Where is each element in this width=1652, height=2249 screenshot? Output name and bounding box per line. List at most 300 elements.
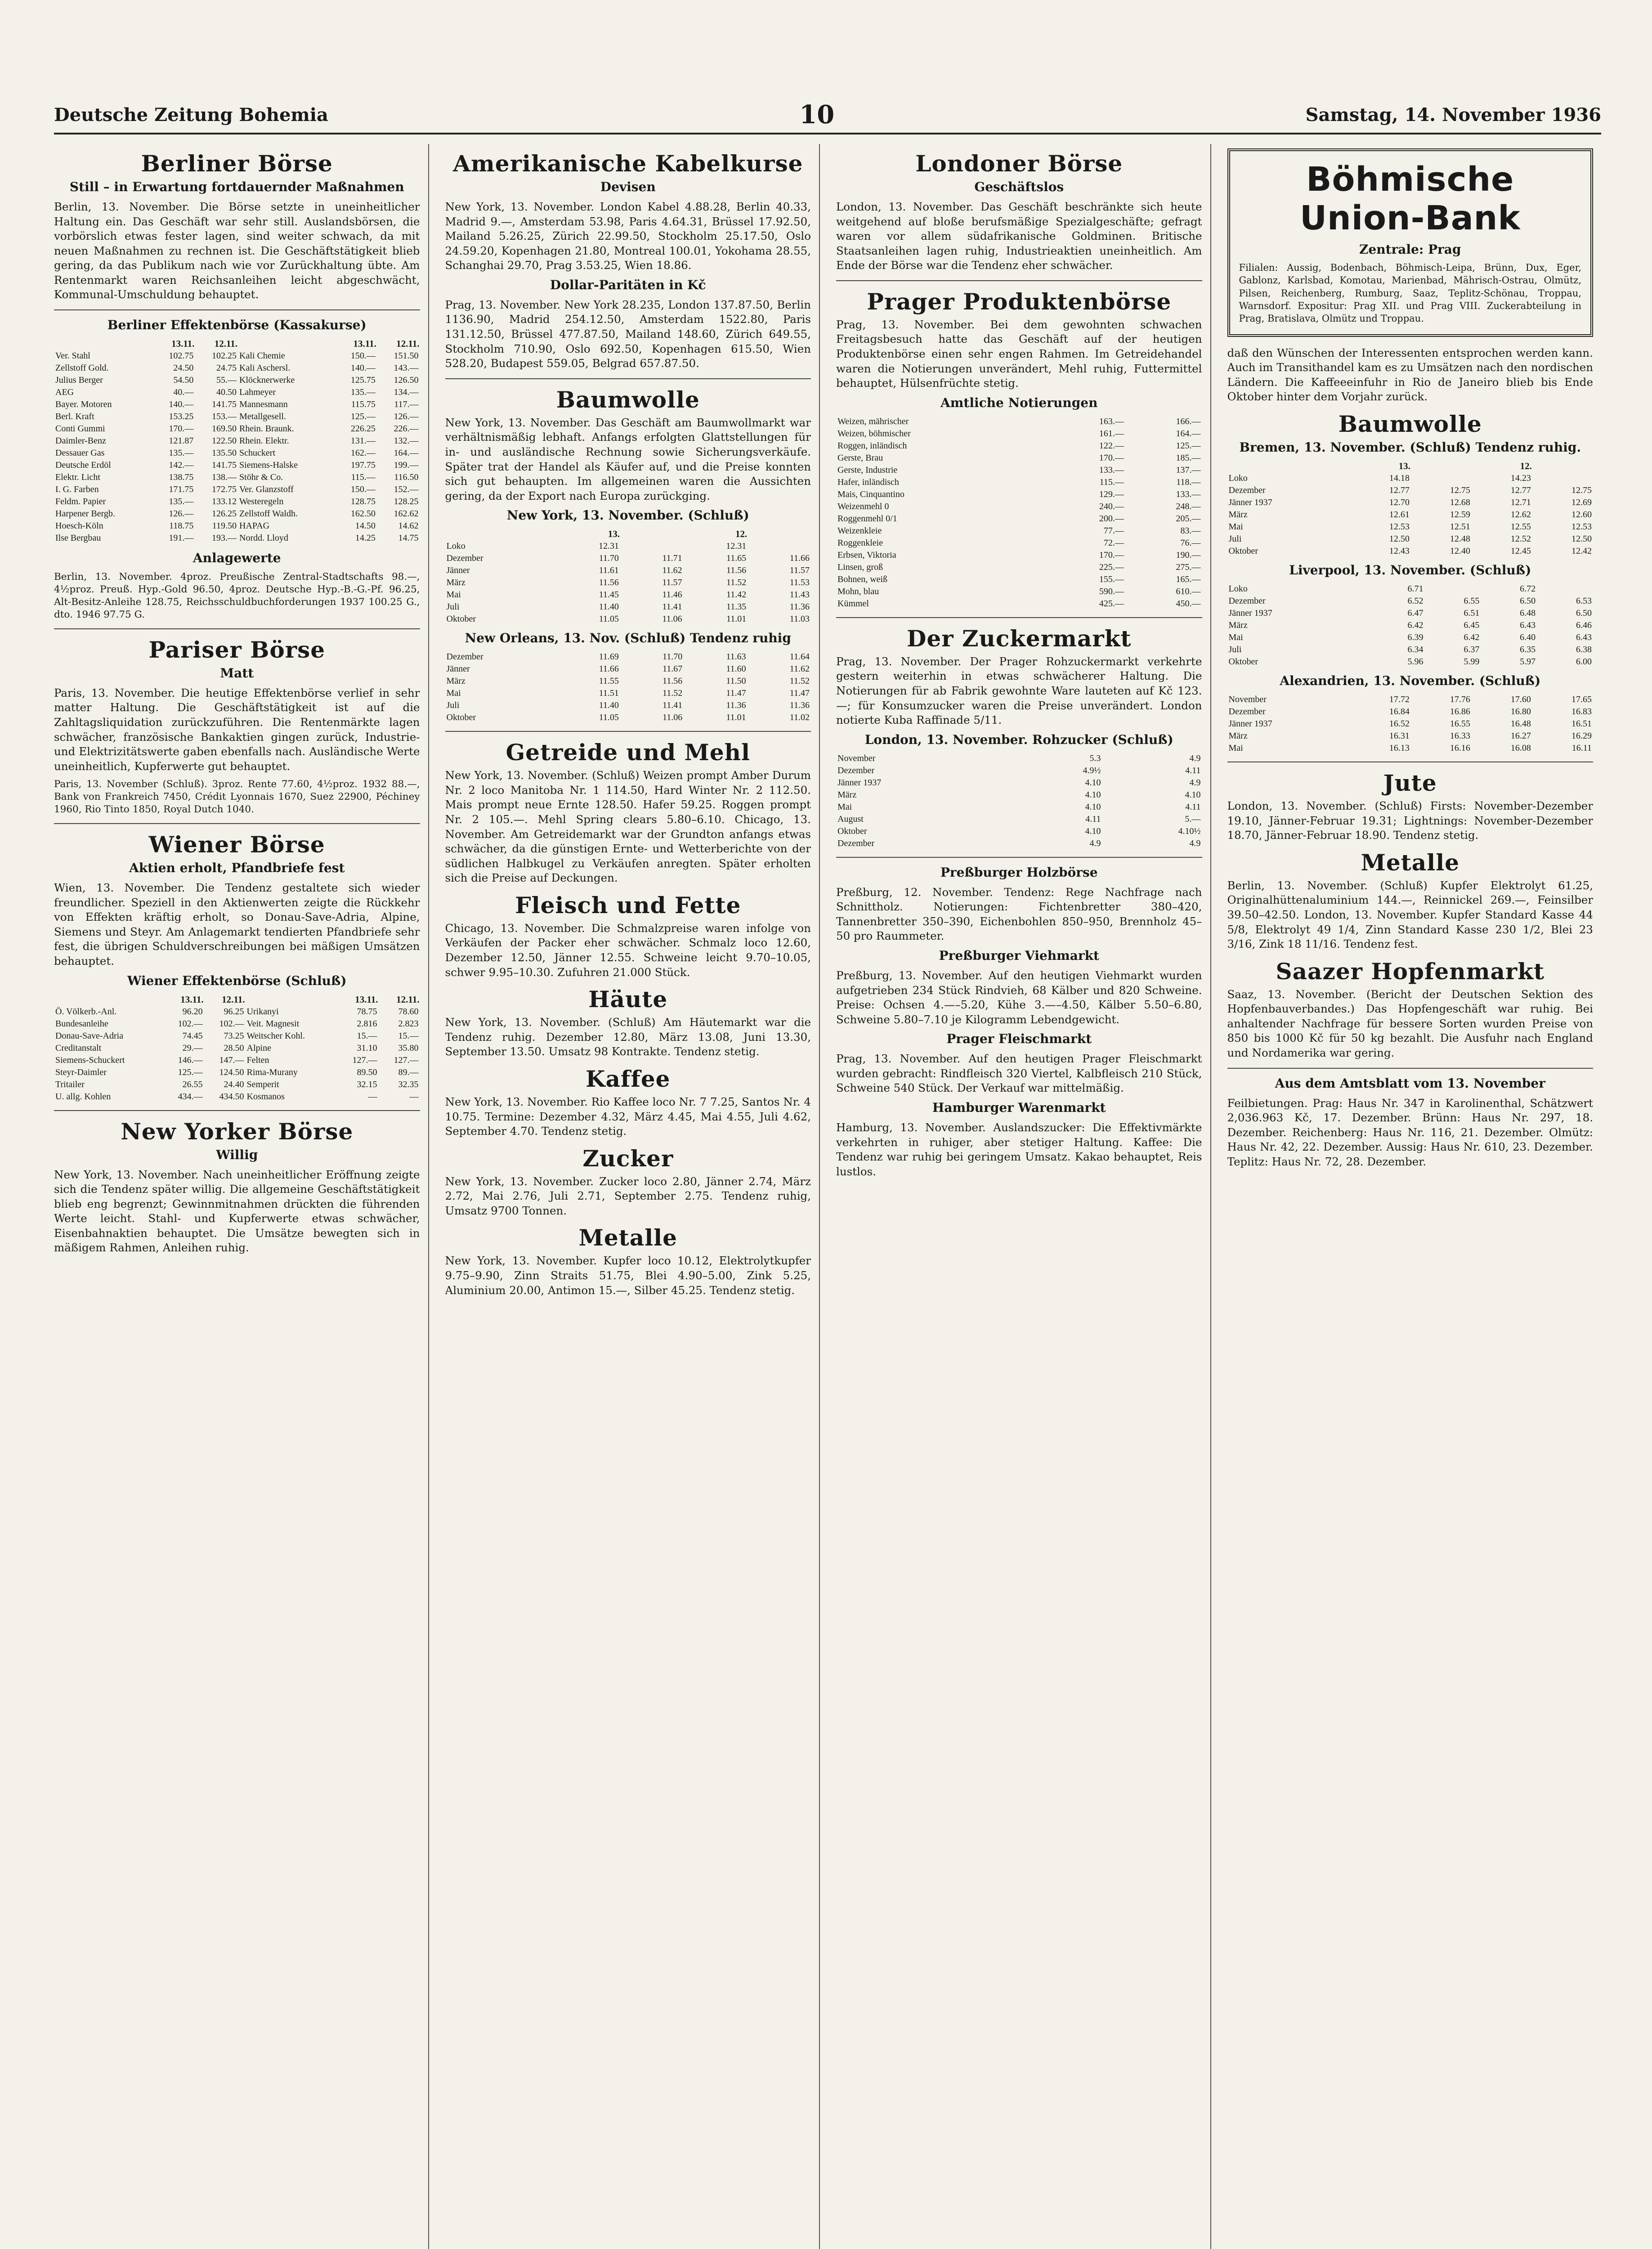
table-row <box>836 488 1202 501</box>
table-cell: Mai <box>446 590 461 600</box>
table-cell: 11.62 <box>789 664 810 674</box>
table-cell: 122.— <box>1099 440 1124 451</box>
table-cell: Semperit <box>246 1079 279 1089</box>
table-cell: Feldm. Papier <box>55 497 106 507</box>
table-cell: 162.62 <box>394 509 419 519</box>
table-row <box>54 1006 420 1018</box>
table-cell: Creditanstalt <box>55 1043 102 1053</box>
table-cell: 72.— <box>1103 538 1124 548</box>
table-cell: Dessauer Gas <box>55 448 105 458</box>
table-cell: 150.— <box>350 351 376 361</box>
table-cell: 11.61 <box>599 565 619 576</box>
table-cell: 16.33 <box>1450 731 1470 741</box>
london-subtitle: Geschäftslos <box>974 179 1064 194</box>
table-cell: 226.— <box>394 424 419 434</box>
table-row <box>54 496 420 508</box>
table-cell: 11.02 <box>789 712 810 723</box>
table-cell: 6.52 <box>1407 596 1424 606</box>
table-cell: 6.50 <box>1520 596 1536 606</box>
table-cell: 26.55 <box>182 1079 203 1089</box>
ny-text: New York, 13. November. Nach uneinheitlicher Eröffnung zeigte sich die Tendenz später willig. Die allgemeine Geschäftstätigkeit blieb eng begrenzt; Gewinnmitnahmen drückten die führenden Werte leicht. Stahl- und Kupferwerte etwas schwächer, Eisenbahnaktien behauptet. Die Umsätze bewegten sich in mäßigem Rahmen, Anleihen ruhig. <box>54 1168 420 1254</box>
masthead <box>54 97 1601 134</box>
table-cell: 185.— <box>1176 452 1201 463</box>
divider <box>54 309 420 310</box>
table-cell: Zellstoff Waldh. <box>239 509 298 519</box>
table-cell: 17.76 <box>1450 694 1470 705</box>
table-cell: 12.59 <box>1450 510 1470 520</box>
table-cell: 5.97 <box>1520 657 1536 667</box>
divider <box>54 1110 420 1111</box>
column-header: 12.11. <box>214 338 238 349</box>
table-cell: 16.08 <box>1510 743 1531 753</box>
table-cell: 118.75 <box>169 521 194 531</box>
table-cell: 119.50 <box>212 521 237 531</box>
table-cell: 11.53 <box>789 578 810 588</box>
table-cell: 11.01 <box>726 614 747 624</box>
column-header <box>246 994 337 1006</box>
table-row <box>1227 521 1594 533</box>
table-cell: März <box>446 676 466 686</box>
table-cell: Alpine <box>246 1043 271 1053</box>
table-row <box>836 525 1202 537</box>
dollar-title: Dollar-Paritäten in Kč <box>550 277 706 292</box>
table-cell: 102.— <box>219 1018 244 1029</box>
column-header: 12. <box>735 529 748 540</box>
table-row <box>54 520 420 532</box>
table-cell: 4.9 <box>1189 838 1201 848</box>
divider <box>836 617 1202 618</box>
table-cell: Bohnen, weiß <box>837 574 888 584</box>
table-cell: Kümmel <box>837 598 869 609</box>
table-cell: November <box>1228 694 1267 705</box>
column-header: 12. <box>1520 461 1532 472</box>
table-row <box>1227 595 1594 607</box>
table-row <box>445 601 811 613</box>
table-cell: 434.50 <box>219 1091 244 1102</box>
ny-cotton-title: New York, 13. November. (Schluß) <box>506 508 749 523</box>
table-cell: 40.— <box>173 387 194 398</box>
table-cell: I. G. Farben <box>55 484 99 495</box>
table-cell: 132.— <box>394 436 419 446</box>
metalle-text: Berlin, 13. November. (Schluß) Kupfer Elektrolyt 61.25, Originalhüttenaluminium 144.—, Reinnickel 269.—, Feinsilber 39.50–42.50. London, 13. November. Kupfer Standard Kasse 44 5/8, Elektrolyt 49 1/4, Zinn Standard Kasse 230 1/2, Blei 23 3/16, Zink 18 11/16. Tendenz fest. <box>1227 878 1593 951</box>
table-cell: 248.— <box>1176 501 1201 511</box>
table-cell: Oktober <box>446 712 476 723</box>
prager-title: Prager Produktenbörse <box>867 288 1172 315</box>
table-cell: Jänner 1937 <box>1228 608 1272 618</box>
table-cell: 115.— <box>1099 477 1124 487</box>
table-cell: 4.11 <box>1085 814 1101 824</box>
table-cell: 170.— <box>1099 452 1124 463</box>
table-cell: 12.71 <box>1510 497 1531 508</box>
table-cell: 131.— <box>350 436 376 446</box>
table-cell: 11.06 <box>662 712 683 723</box>
table-cell: 11.36 <box>789 700 810 711</box>
table-cell: 11.50 <box>726 676 746 686</box>
table-row <box>1227 607 1594 619</box>
table-cell: 6.35 <box>1520 645 1536 655</box>
column-header <box>620 528 684 540</box>
table-cell: Loko <box>1228 584 1248 594</box>
hopfen-title: Saazer Hopfenmarkt <box>1276 958 1545 985</box>
table-row <box>54 508 420 520</box>
table-cell: 11.36 <box>789 602 810 612</box>
table-cell: 4.9 <box>1089 838 1101 848</box>
column-header: 13.11. <box>180 994 204 1005</box>
table-cell: 128.75 <box>350 497 376 507</box>
table-cell: 140.— <box>350 363 376 373</box>
zucker-title: Der Zuckermarkt <box>907 625 1132 652</box>
table-cell: 11.66 <box>789 553 810 564</box>
table-cell: 102.— <box>178 1018 203 1029</box>
table-cell: Bayer. Motoren <box>55 399 112 410</box>
table-cell: 11.05 <box>599 712 619 723</box>
divider <box>836 857 1202 858</box>
egypt-table <box>1227 694 1594 754</box>
table-row <box>1227 545 1594 557</box>
table-cell: Conti Gummi <box>55 424 105 434</box>
zucker-text: Prag, 13. November. Der Prager Rohzuckermarkt verkehrte gestern weiterhin in etwas schwächerer Haltung. Die Notierungen für ab Fabrik gewohnte Ware lauteten auf Kč 123.—; für Konsumzucker waren die Preise unverändert. London notierte Kuba Raffinade 5/11. <box>836 654 1202 727</box>
table-cell: 11.42 <box>726 590 747 600</box>
table-cell: 5.96 <box>1407 657 1424 667</box>
table-cell: 590.— <box>1099 586 1124 596</box>
table-cell: März <box>1228 731 1248 741</box>
column-1 <box>54 144 429 2249</box>
table-cell: Kali Chemie <box>239 351 285 361</box>
column-header: 13. <box>1398 461 1410 472</box>
table-cell: 275.— <box>1176 562 1201 572</box>
table-cell: 12.31 <box>726 541 747 551</box>
table-cell: 153.— <box>212 412 237 422</box>
baumwolle-title: Baumwolle <box>1338 411 1482 438</box>
column-4 <box>1227 144 1602 2249</box>
haeute-text: New York, 13. November. (Schluß) Am Häutemarkt war die Tendenz ruhig. Dezember 12.80, März 13.08, Juni 13.30, September 13.50. Umsatz 98 Kontrakte. Tendenz stetig. <box>445 1016 811 1058</box>
table-row <box>1227 583 1594 595</box>
table-cell: — <box>368 1091 377 1102</box>
table-row <box>445 540 811 552</box>
table-cell: 11.65 <box>726 553 747 564</box>
column-header: 12.11. <box>222 994 245 1005</box>
table-cell: Oktober <box>837 826 867 836</box>
table-row <box>1227 533 1594 545</box>
liverpool-title: Liverpool, 13. November. (Schluß) <box>1289 563 1531 578</box>
table-row <box>836 549 1202 561</box>
fleisch-text: Chicago, 13. November. Die Schmalzpreise waren infolge von Verkäufen der Packer eher schwächer. Schmalz loco 12.60, Dezember 12.50, Jänner 12.55. Schweine leicht 9.70–10.05, schwer 9.95–10.30. Zufuhren 21.000 Stück. <box>445 921 811 979</box>
table-cell: 128.25 <box>394 497 419 507</box>
table-cell <box>1532 472 1593 484</box>
table-row <box>54 532 420 544</box>
table-cell: 6.46 <box>1576 620 1592 631</box>
column-header <box>1411 460 1472 472</box>
wien-table-title: Wiener Effektenbörse (Schluß) <box>127 973 347 988</box>
egypt-title: Alexandrien, 13. November. (Schluß) <box>1280 673 1541 689</box>
baumwolle-title: Baumwolle <box>556 386 700 413</box>
table-cell: Mai <box>446 688 461 699</box>
table-cell: 16.84 <box>1389 707 1410 717</box>
table-cell: 4.10 <box>1085 789 1101 800</box>
table-row <box>1227 706 1594 718</box>
table-cell: 11.52 <box>726 578 747 588</box>
table-cell: Berl. Kraft <box>55 412 94 422</box>
table-cell: Metallgesell. <box>239 412 286 422</box>
table-cell: 16.55 <box>1450 719 1470 729</box>
table-cell: Loko <box>446 541 466 551</box>
table-cell: Dezember <box>837 765 875 775</box>
ny-subtitle: Willig <box>216 1147 258 1162</box>
table-header <box>54 994 420 1006</box>
table-cell: 54.50 <box>173 375 194 385</box>
column-header <box>445 528 556 540</box>
table-cell: 16.31 <box>1389 731 1410 741</box>
table-cell: 11.47 <box>789 688 810 699</box>
vieh-text: Preßburg, 13. November. Auf den heutigen Viehmarkt wurden aufgetrieben 234 Stück Rindvieh, 68 Kälber und 820 Schweine. Preise: Ochsen 4.—–5.20, Kühe 3.—–4.50, Kälber 5.50–6.80, Schweine 5.80–7.10 je Kilogramm Lebendgewicht. <box>836 968 1202 1026</box>
divider <box>836 280 1202 281</box>
table-cell: Weizenmehl 0 <box>837 501 889 511</box>
table-cell: 12.55 <box>1510 522 1531 532</box>
table-row <box>836 428 1202 440</box>
column-header <box>54 338 152 350</box>
kabel-subtitle: Devisen <box>600 179 656 194</box>
table-cell: 24.75 <box>216 363 237 373</box>
table-cell: 135.— <box>169 448 194 458</box>
table-cell: 11.66 <box>599 664 619 674</box>
bremen-table <box>1227 460 1594 557</box>
table-row <box>54 423 420 435</box>
table-cell: 11.62 <box>662 565 682 576</box>
fleisch-title: Fleisch und Fette <box>515 892 741 918</box>
getreide-title: Getreide und Mehl <box>506 739 750 766</box>
bank-branches: Filialen: Aussig, Bodenbach, Böhmisch-Leipa, Brünn, Dux, Eger, Gablonz, Karlsbad, Komotau, Marienbad, Mährisch-Ostrau, Olmütz, Pilsen, Reichenberg, Rumburg, Saaz, Teplitz-Schönau, Troppau, Warnsdorf. Expositur: Prag XII. und Prag VIII. Zuckerabteilung in Prag, Bratislava, Olmütz und Troppau. <box>1239 262 1581 324</box>
table-cell: 4.9 <box>1189 777 1201 788</box>
table-cell: 6.43 <box>1520 620 1536 631</box>
waren-text: Hamburg, 13. November. Auslandszucker: Die Effektivmärkte verkehrten in ruhiger, aber stetiger Haltung. Kaffee: Die Tendenz war ruhig bei geringem Umsatz. Kakao behauptet, Reis lustlos. <box>836 1121 1202 1178</box>
table-cell: Juli <box>1228 534 1242 544</box>
table-cell: Dezember <box>446 652 484 662</box>
table-header <box>1227 460 1594 472</box>
table-cell: Jänner 1937 <box>1228 719 1272 729</box>
table-cell: 12.77 <box>1510 485 1531 496</box>
table-cell: 146.— <box>178 1055 203 1065</box>
table-row <box>836 789 1202 801</box>
table-row <box>445 699 811 712</box>
table-cell: 11.45 <box>599 590 619 600</box>
table-cell: Erbsen, Viktoria <box>837 550 896 560</box>
amtsblatt-title: Aus dem Amtsblatt vom 13. November <box>1275 1075 1545 1091</box>
table-cell: 4.10 <box>1085 802 1101 812</box>
table-cell: 425.— <box>1099 598 1124 609</box>
table-cell <box>1425 583 1481 595</box>
table-cell: 96.25 <box>224 1006 244 1017</box>
table-row <box>445 577 811 589</box>
table-cell: 166.— <box>1176 416 1201 426</box>
table-cell: 78.75 <box>357 1006 377 1017</box>
table-cell: 32.15 <box>357 1079 377 1089</box>
table-cell: Kosmanos <box>246 1091 285 1102</box>
column-header <box>54 994 163 1006</box>
table-row <box>1227 497 1594 509</box>
table-cell: 89.— <box>398 1067 419 1077</box>
table-cell: Dezember <box>1228 596 1266 606</box>
table-cell: 143.— <box>394 363 419 373</box>
table-cell: 169.50 <box>212 424 237 434</box>
table-cell: 14.50 <box>355 521 376 531</box>
table-row <box>1227 632 1594 644</box>
table-cell: 151.50 <box>394 351 419 361</box>
table-cell: 14.23 <box>1510 473 1531 484</box>
column-header <box>748 528 811 540</box>
table-cell: November <box>837 753 876 763</box>
table-header <box>445 528 811 540</box>
table-cell: 15.— <box>357 1030 377 1041</box>
table-cell: Oktober <box>1228 546 1258 556</box>
table-cell: Stöhr & Co. <box>239 472 283 483</box>
table-cell: 6.00 <box>1576 657 1592 667</box>
ny-title: New Yorker Börse <box>121 1118 354 1145</box>
table-row <box>445 663 811 675</box>
table-cell: 197.75 <box>350 460 376 470</box>
column-3 <box>836 144 1211 2249</box>
table-cell: Felten <box>246 1055 269 1065</box>
hopfen-text: Saaz, 13. November. (Bericht der Deutschen Sektion des Hopfenbauverbandes.) Das Hopfengeschäft war ruhig. Bei anhaltender Nachfrage für bessere Sorten wurden Preise von 850 bis 1000 Kč für 50 kg bezahlt. Die Ausfuhr nach England und Nordamerika war gering. <box>1227 987 1593 1059</box>
table-cell: 12.45 <box>1510 546 1531 556</box>
table-cell: 6.55 <box>1464 596 1480 606</box>
table-row <box>836 501 1202 513</box>
divider <box>1227 1068 1594 1069</box>
column-header: 13. <box>608 529 620 540</box>
table-cell: 11.67 <box>662 664 683 674</box>
table-cell: 11.70 <box>662 652 683 662</box>
table-cell: 4.11 <box>1185 802 1201 812</box>
bank-advertisement <box>1227 148 1594 337</box>
divider <box>54 628 420 629</box>
table-cell: 24.50 <box>173 363 194 373</box>
london-zucker-table <box>836 753 1202 850</box>
table-cell: 162.— <box>350 448 376 458</box>
table-row <box>54 1030 420 1042</box>
kabel-title: Amerikanische Kabelkurse <box>453 150 803 177</box>
table-row <box>1227 509 1594 521</box>
columns <box>54 144 1601 2249</box>
table-row <box>836 416 1202 428</box>
ny-cotton-table <box>445 528 811 625</box>
column-header <box>1532 460 1593 472</box>
table-row <box>54 411 420 423</box>
table-row <box>54 374 420 386</box>
paper-name: Deutsche Zeitung Bohemia <box>54 104 328 125</box>
table-cell: August <box>837 814 864 824</box>
table-cell: 199.— <box>394 460 419 470</box>
table-row <box>445 589 811 601</box>
table-row <box>836 825 1202 838</box>
table-cell: 610.— <box>1176 586 1201 596</box>
table-row <box>1227 472 1594 484</box>
table-cell: 12.53 <box>1571 522 1592 532</box>
column-header: 12.11. <box>396 338 420 349</box>
table-row <box>54 459 420 471</box>
table-cell: HAPAG <box>239 521 270 531</box>
bank-name: Böhmische Union-Bank <box>1299 160 1521 237</box>
zucker-title: Zucker <box>582 1145 674 1172</box>
table-cell: 126.— <box>394 412 419 422</box>
amtsblatt-text: Feilbietungen. Prag: Haus Nr. 347 in Karolinenthal, Schätzwert 2,036.963 Kč, 17. Dezember. Brünn: Haus Nr. 297, 18. Dezember. Reichenberg: Haus Nr. 116, 21. Dezember. Olmütz: Haus Nr. 42, 22. Dezember. Aussig: Haus Nr. 610, 23. Dezember. Teplitz: Haus Nr. 72, 28. Dezember. <box>1227 1096 1593 1168</box>
page-number: 10 <box>799 100 835 130</box>
table-row <box>836 777 1202 789</box>
table-cell: 141.75 <box>212 460 237 470</box>
table-row <box>54 1091 420 1103</box>
paris-quotes: Paris, 13. November (Schluß). 3proz. Rente 77.60, 4½proz. 1932 88.—, Bank von Frankreich 7450, Crédit Lyonnais 1670, Suez 22900, Péchiney 1960, Rio Tinto 1850, Royal Dutch 1040. <box>54 779 420 815</box>
table-cell: 11.01 <box>726 712 746 723</box>
jute-title: Jute <box>1383 770 1437 797</box>
table-cell: 12.75 <box>1450 485 1470 496</box>
table-row <box>54 1054 420 1066</box>
table-cell: Jänner <box>446 565 470 576</box>
table-row <box>54 471 420 484</box>
table-cell: 40.50 <box>216 387 237 398</box>
table-cell: 150.— <box>350 484 376 495</box>
table-cell: Hoesch-Köln <box>55 521 103 531</box>
table-cell: 125.— <box>178 1067 203 1077</box>
divider <box>445 731 811 732</box>
table-cell <box>748 540 811 552</box>
column-header: 12.11. <box>396 994 420 1005</box>
table-cell: Steyr-Daimler <box>55 1067 107 1077</box>
table-cell: AEG <box>55 387 74 398</box>
getreide-text: New York, 13. November. (Schluß) Weizen prompt Amber Durum Nr. 2 loco Manitoba Nr. 1 114.50, Hard Winter Nr. 2 112.50. Mais prompt neue Ernte 128.50. Hafer 59.25. Roggen prompt Nr. 2 105.—. Mehl Spring clears 5.80–6.10. Chicago, 13. November. Am Getreidemarkt war der Grundton anfangs etwas schwächer, da die günstigen Ernte- und Wetterberichte von der südlichen Halbkugel zu Verkäufen anregten. Später erholten sich die Preise auf Deckungen. <box>445 769 811 885</box>
table-cell: 116.50 <box>394 472 419 483</box>
wien-subtitle: Aktien erholt, Pfandbriefe fest <box>129 860 345 876</box>
table-cell: 11.41 <box>662 700 683 711</box>
table-cell: 135.50 <box>212 448 237 458</box>
table-cell: 137.— <box>1176 465 1201 475</box>
divider <box>445 378 811 379</box>
table-cell: 12.70 <box>1389 497 1410 508</box>
table-cell: 11.70 <box>599 553 619 564</box>
table-cell: 14.18 <box>1389 473 1410 484</box>
table-cell: 24.40 <box>224 1079 244 1089</box>
table-row <box>54 435 420 447</box>
table-cell: Tritailer <box>55 1079 85 1089</box>
table-cell: 225.— <box>1099 562 1124 572</box>
table-cell: 4.10 <box>1085 777 1101 788</box>
table-cell: Jänner 1937 <box>1228 497 1272 508</box>
table-cell: 200.— <box>1099 513 1124 524</box>
jute-text: London, 13. November. (Schluß) Firsts: November-Dezember 19.10, Jänner-Februar 19.31; Lightnings: November-Dezember 18.70, Jänner-Februar 18.90. Tendenz stetig. <box>1227 799 1593 842</box>
table-cell: 170.— <box>1099 550 1124 560</box>
table-cell: Rhein. Braunk. <box>239 424 294 434</box>
table-cell: 191.— <box>169 533 194 543</box>
wien-title: Wiener Börse <box>148 831 325 858</box>
table-row <box>445 712 811 724</box>
table-cell: Weitscher Kohl. <box>246 1030 305 1041</box>
table-cell: 6.47 <box>1407 608 1424 618</box>
table-cell: 6.45 <box>1464 620 1480 631</box>
table-cell: 5.99 <box>1464 657 1480 667</box>
table-cell: 134.— <box>394 387 419 398</box>
table-cell: 73.25 <box>224 1030 244 1041</box>
table-cell <box>1537 583 1593 595</box>
table-cell: 165.— <box>1176 574 1201 584</box>
kassa-title: Berliner Effektenbörse (Kassakurse) <box>107 318 367 333</box>
table-cell: 16.29 <box>1571 731 1592 741</box>
table-cell: 16.16 <box>1450 743 1470 753</box>
metalle-title: Metalle <box>578 1224 677 1251</box>
table-row <box>54 386 420 399</box>
table-cell: 11.47 <box>726 688 746 699</box>
table-cell <box>620 540 684 552</box>
table-row <box>836 476 1202 488</box>
table-cell: 6.39 <box>1407 632 1424 643</box>
table-cell: 142.— <box>169 460 194 470</box>
table-cell: 226.25 <box>350 424 376 434</box>
